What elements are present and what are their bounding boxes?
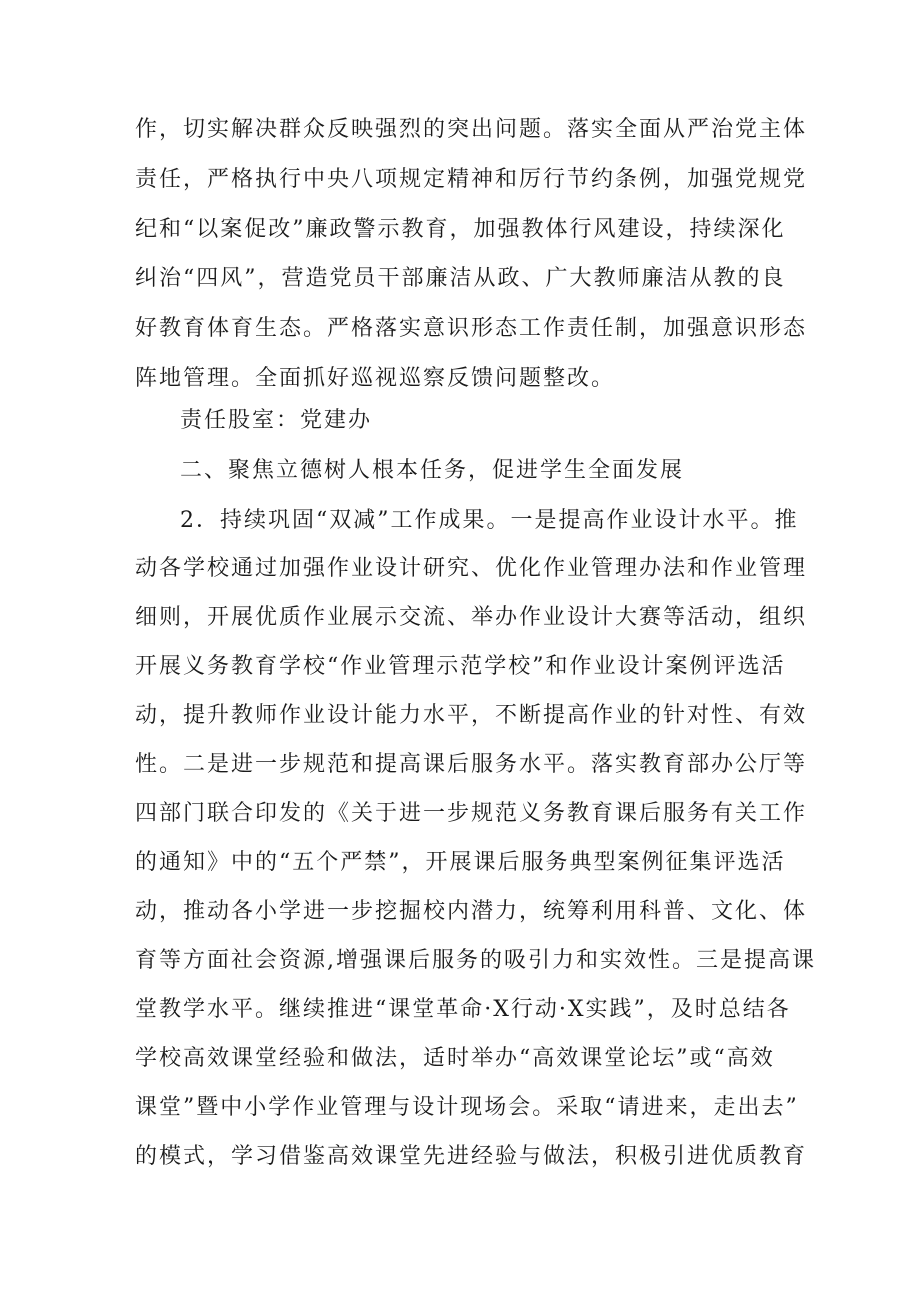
paragraph-2-line-12: 学校高效课堂经验和做法，适时举办“高效课堂论坛”或“高效 — [135, 1046, 775, 1071]
paragraph-1-line-2: 责任，严格执行中央八项规定精神和厉行节约条例，加强党规党 — [135, 167, 808, 192]
responsible-office: 责任股室：党建办 — [180, 408, 373, 433]
paragraph-2-line-1: 2．持续巩固“双减”工作成果。一是提高作业设计水平。推 — [180, 508, 799, 533]
paragraph-2-line-14: 的模式，学习借鉴高效课堂先进经验与做法，积极引进优质教育 — [135, 1144, 808, 1169]
paragraph-1-line-4: 纠治“四风”，营造党员干部廉洁从政、广大教师廉洁从教的良 — [135, 266, 786, 291]
paragraph-2-line-11: 堂教学水平。继续推进“课堂革命·X行动·X实践”，及时总结各 — [135, 997, 791, 1022]
paragraph-2-line-6: 性。二是进一步规范和提高课后服务水平。落实教育部办公厅等 — [135, 752, 808, 777]
paragraph-1-line-3: 纪和“以案促改”廉政警示教育，加强教体行风建设，持续深化 — [135, 217, 786, 242]
paragraph-2-line-10: 育等方面社会资源,增强课后服务的吸引力和实效性。三是提高课 — [135, 948, 816, 973]
paragraph-2-line-2: 动各学校通过加强作业设计研究、优化作业管理办法和作业管理 — [135, 556, 808, 581]
section-heading: 二、聚焦立德树人根本任务，促进学生全面发展 — [180, 458, 685, 483]
paragraph-2-line-5: 动，提升教师作业设计能力水平，不断提高作业的针对性、有效 — [135, 703, 808, 728]
paragraph-1-line-1: 作，切实解决群众反映强烈的突出问题。落实全面从严治党主体 — [135, 117, 808, 142]
paragraph-2-line-8: 的通知》中的“五个严禁”，开展课后服务典型案例征集评选活 — [135, 850, 786, 875]
paragraph-2-line-4: 开展义务教育学校“作业管理示范学校”和作业设计案例评选活 — [135, 654, 786, 679]
paragraph-2-line-13: 课堂”暨中小学作业管理与设计现场会。采取“请进来，走出去” — [135, 1095, 799, 1120]
paragraph-2-line-9: 动，推动各小学进一步挖掘校内潜力，统筹利用科普、文化、体 — [135, 899, 808, 924]
paragraph-2-line-3: 细则，开展优质作业展示交流、举办作业设计大赛等活动，组织 — [135, 605, 808, 630]
paragraph-1-line-6: 阵地管理。全面抓好巡视巡察反馈问题整改。 — [135, 366, 616, 391]
paragraph-1-line-5: 好教育体育生态。严格落实意识形态工作责任制，加强意识形态 — [135, 316, 808, 341]
paragraph-2-line-7: 四部门联合印发的《关于进一步规范义务教育课后服务有关工作 — [135, 801, 808, 826]
